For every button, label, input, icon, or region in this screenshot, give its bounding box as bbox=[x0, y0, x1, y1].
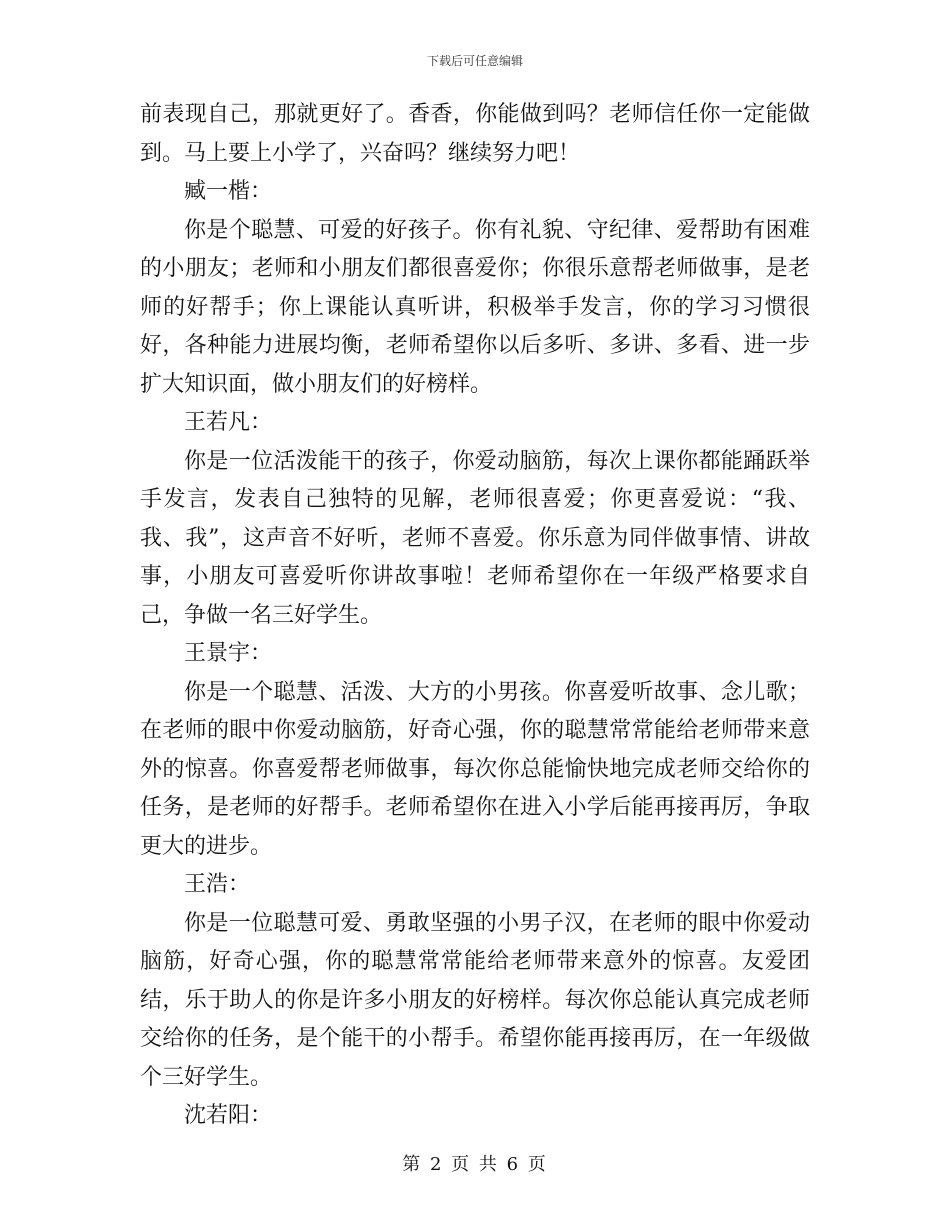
paragraph: 前表现自己，那就更好了。香香，你能做到吗？老师信任你一定能做到。马上要上小学了，兴奋吗？继续努力吧！ bbox=[140, 102, 810, 166]
student-name: 沈若阳： bbox=[184, 1103, 273, 1128]
page-footer: 第 2 页 共 6 页 bbox=[402, 1154, 548, 1175]
page-header: 下载后可任意编辑 bbox=[426, 54, 523, 68]
paragraph: 你是一位聪慧可爱、勇敢坚强的小男子汉，在老师的眼中你爱动脑筋，好奇心强，你的聪慧常常能给老师带来意外的惊喜。友爱团结，乐于助人的你是许多小朋友的好榜样。每次你总能认真完成老师交给你的任务，是个能干的小帮手。希望你能再接再厉，在一年级做个三好学生。 bbox=[140, 910, 810, 1090]
student-name: 王景宇： bbox=[184, 641, 273, 666]
student-name: 王浩： bbox=[184, 872, 251, 897]
student-name: 王若凡： bbox=[184, 410, 273, 435]
paragraph: 你是一位活泼能干的孩子，你爱动脑筋，每次上课你都能踊跃举手发言，发表自己独特的见解，老师很喜爱；你更喜爱说：“我、我、我”，这声音不好听，老师不喜爱。你乐意为同伴做事情、讲故事，小朋友可喜爱听你讲故事啦！老师希望你在一年级严格要求自己，争做一名三好学生。 bbox=[140, 448, 810, 628]
student-name: 臧一楷： bbox=[184, 179, 273, 204]
paragraph: 你是一个聪慧、活泼、大方的小男孩。你喜爱听故事、念儿歌；在老师的眼中你爱动脑筋，好奇心强，你的聪慧常常能给老师带来意外的惊喜。你喜爱帮老师做事，每次你总能愉快地完成老师交给你的任务，是老师的好帮手。老师希望你在进入小学后能再接再厉，争取更大的进步。 bbox=[140, 679, 810, 859]
paragraph: 你是个聪慧、可爱的好孩子。你有礼貌、守纪律、爱帮助有困难的小朋友；老师和小朋友们都很喜爱你；你很乐意帮老师做事，是老师的好帮手；你上课能认真听讲，积极举手发言，你的学习习惯很好，各种能力进展均衡，老师希望你以后多听、多讲、多看、进一步扩大知识面，做小朋友们的好榜样。 bbox=[140, 217, 810, 397]
document-body bbox=[140, 96, 810, 1136]
